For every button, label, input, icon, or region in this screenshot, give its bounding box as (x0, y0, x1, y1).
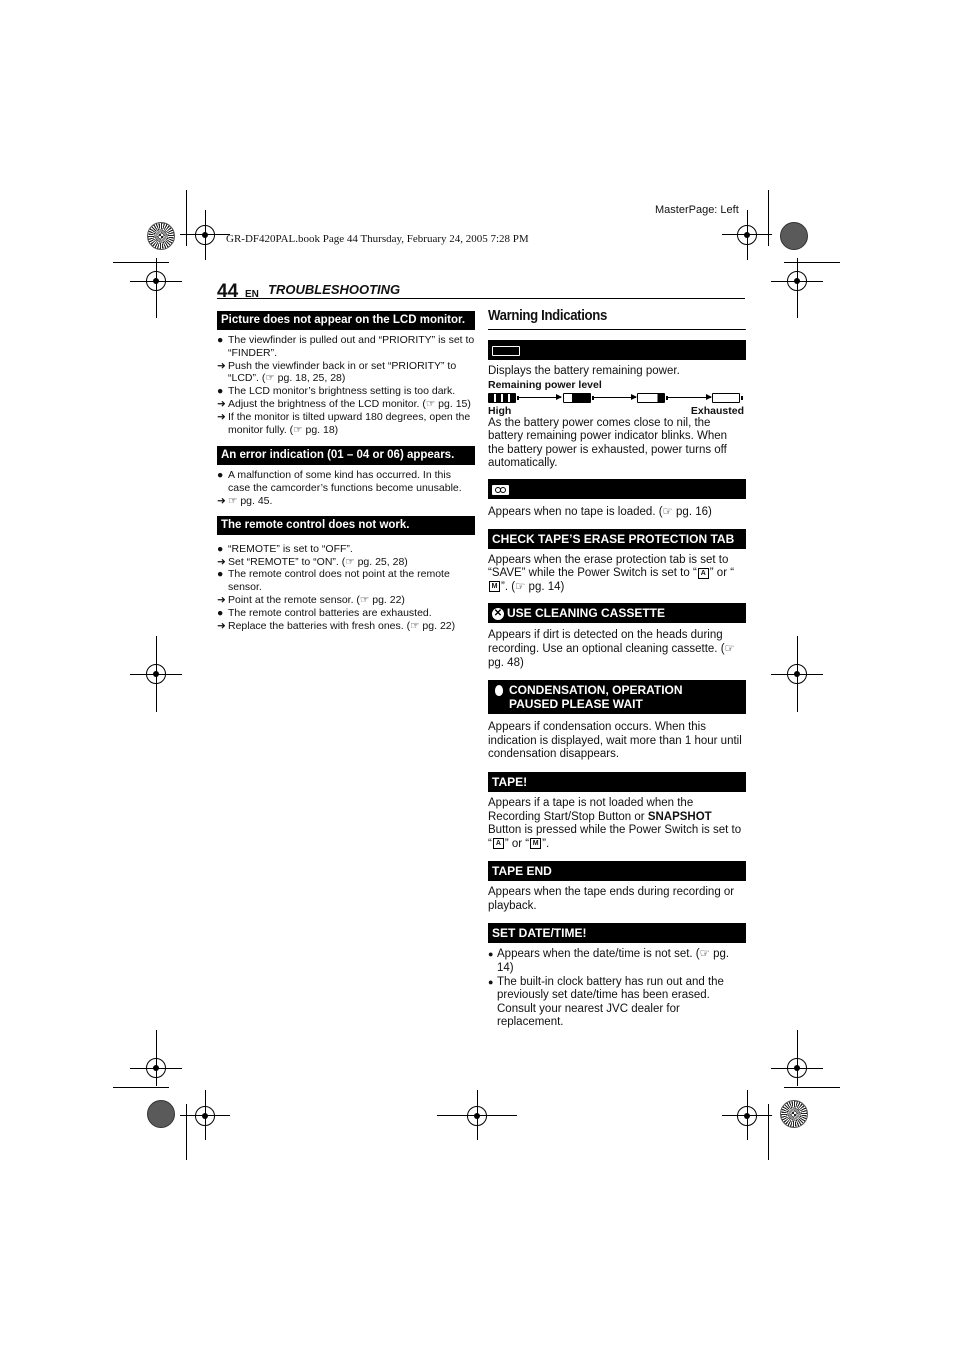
battery-two-thirds-icon (563, 393, 591, 403)
lcd-heading: Picture does not appear on the LCD monitor. (217, 311, 475, 330)
cleaning-x-icon: ✕ (493, 608, 503, 620)
list-item: ● The LCD monitor’s brightness setting is too dark. (217, 385, 456, 398)
cassette-heading (488, 479, 746, 499)
battery-note: As the battery power comes close to nil, the battery remaining power indicator blinks. When the battery power is exhausted, power turns off automatically. (488, 416, 728, 470)
battery-heading (488, 340, 746, 360)
battery-full-icon (488, 393, 516, 403)
error-heading: An error indication (01 – 04 or 06) appears. (217, 446, 475, 465)
tape-missing-text: Appears if a tape is not loaded when the Recording Start/Stop Button or SNAPSHOT Button is pressed while the Power Switch is set to “ A ” or “ M ”. (488, 796, 742, 850)
registration-mark (146, 271, 166, 291)
auto-mode-icon: A (698, 568, 709, 579)
registration-mark (467, 1106, 487, 1126)
registration-mark (787, 271, 807, 291)
auto-mode-icon: A (493, 838, 504, 849)
list-item: ➜ Set “REMOTE” to “ON”. (☞ pg. 25, 28) (217, 555, 408, 568)
page-number: 44 (217, 281, 239, 302)
erase-heading: CHECK TAPE’S ERASE PROTECTION TAB (488, 529, 746, 549)
starburst-mark (147, 222, 175, 250)
lcd-list (217, 334, 475, 436)
battery-level-range: High Exhausted (488, 404, 744, 417)
arrow-icon (517, 397, 561, 399)
battery-level-label: Remaining power level (488, 378, 602, 391)
battery-low-icon (637, 393, 665, 403)
battery-desc: Displays the battery remaining power. (488, 365, 680, 377)
left-column (217, 311, 475, 632)
erase-text: Appears when the erase protection tab is set to “SAVE” while the Power Switch is set to “ A ” or “M ”. (☞ pg. 14) (488, 553, 735, 593)
tape-end-text: Appears when the tape ends during recording or playback. (488, 886, 735, 912)
manual-mode-icon: M (530, 838, 541, 849)
remote-list (217, 543, 475, 633)
cassette-icon (492, 485, 509, 495)
registration-mark (737, 1106, 757, 1126)
cleaning-text: Appears if dirt is detected on the heads during recording. Use an optional cleaning cassette. (☞ pg. 48) (488, 629, 735, 669)
manual-mode-icon: M (489, 581, 500, 592)
list-item: ➜ If the monitor is tilted upward 180 degrees, open the monitor fully. (☞ pg. 18) (217, 410, 471, 436)
tape-end-heading: TAPE END (488, 861, 746, 881)
starburst-mark (780, 1100, 808, 1128)
book-info-line: GR-DF420PAL.book Page 44 Thursday, February 24, 2005 7:28 PM (226, 233, 529, 245)
cassette-text: Appears when no tape is loaded. (☞ pg. 16) (488, 505, 712, 518)
battery-empty-icon (712, 393, 740, 403)
list-item: ● The remote control does not point at the remote sensor. (217, 568, 450, 594)
list-item: ➜ Point at the remote sensor. (☞ pg. 22) (217, 593, 405, 606)
list-item: ● “REMOTE” is set to “OFF”. (217, 542, 353, 555)
list-item: ● The remote control batteries are exhausted. (217, 606, 432, 619)
warning-title: Warning Indications (488, 307, 746, 330)
battery-icon (492, 346, 520, 356)
masterpage-label: MasterPage: Left (655, 204, 739, 216)
gray-dot-mark (780, 222, 808, 250)
list-item: ● The viewfinder is pulled out and “PRIORITY” is set to “FINDER”. (217, 334, 475, 359)
list-item: ● The built-in clock battery has run out and the previously set date/time has been erased. Consult your nearest JVC dealer for replacement. (488, 975, 724, 1029)
battery-level-sequence (488, 393, 740, 403)
language-code: EN (245, 289, 259, 300)
arrow-icon (667, 397, 711, 399)
right-column (488, 307, 746, 1030)
condensation-text: Appears if condensation occurs. When this indication is displayed, wait more than 1 hour until condensation disappears. (488, 721, 742, 761)
arrow-icon (592, 397, 636, 399)
remote-heading: The remote control does not work. (217, 516, 475, 535)
registration-mark (195, 1106, 215, 1126)
list-item: ➜ Push the viewfinder back in or set “PRIORITY” to “LCD”. (☞ pg. 18, 25, 28) (217, 359, 457, 385)
gray-dot-mark (147, 1100, 175, 1128)
tape-missing-heading: TAPE! (488, 772, 746, 792)
list-item: ➜ Replace the batteries with fresh ones. (☞ pg. 22) (217, 619, 456, 632)
registration-mark (146, 1058, 166, 1078)
list-item: ➜ ☞ pg. 45. (217, 494, 273, 507)
list-item: ● Appears when the date/time is not set. (☞ pg. 14) (488, 948, 730, 975)
list-item: ➜ Adjust the brightness of the LCD monitor. (☞ pg. 15) (217, 397, 471, 410)
condensation-heading: CONDENSATION, OPERATION PAUSED PLEASE WAIT (488, 680, 746, 714)
registration-mark (146, 664, 166, 684)
registration-mark (787, 664, 807, 684)
registration-mark (195, 225, 215, 245)
section-title: TROUBLESHOOTING (268, 282, 401, 297)
list-item: ● A malfunction of some kind has occurred. In this case the camcorder’s functions become unusable. (217, 469, 462, 495)
condensation-drop-icon (495, 685, 503, 696)
error-list (217, 469, 475, 507)
set-date-heading: SET DATE/TIME! (488, 923, 746, 943)
registration-mark (737, 225, 757, 245)
set-date-list (488, 948, 746, 1030)
registration-mark (787, 1058, 807, 1078)
page-header (217, 281, 745, 302)
cleaning-heading: ✕ USE CLEANING CASSETTE (488, 603, 746, 623)
